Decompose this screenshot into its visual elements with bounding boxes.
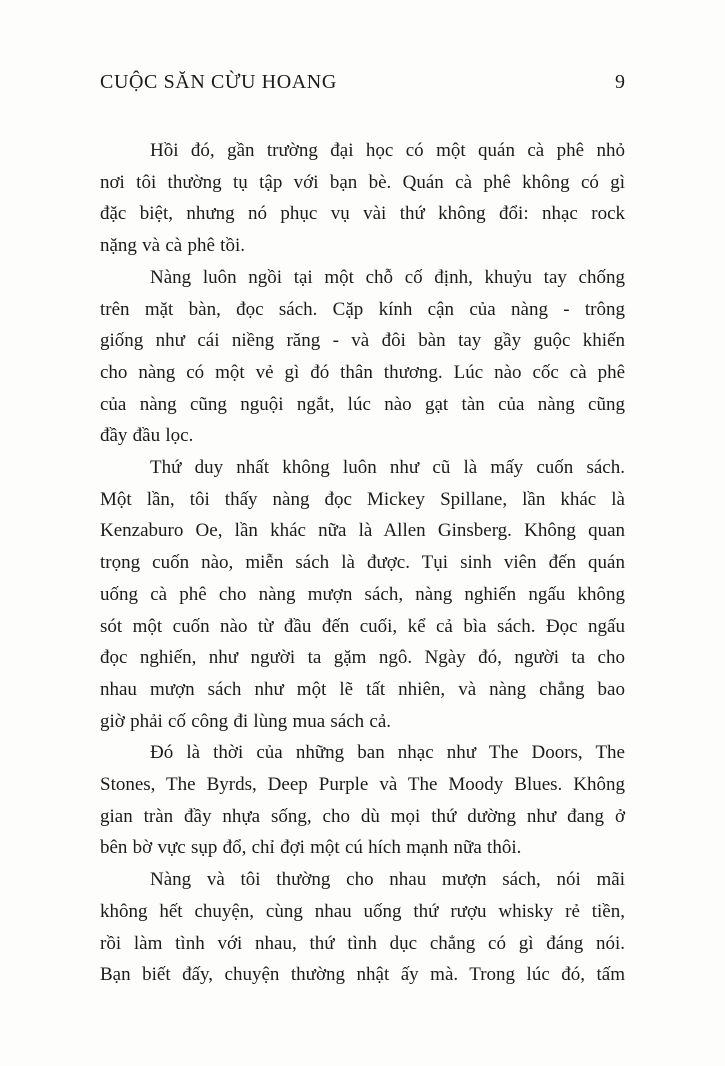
text-line: không hết chuyện, cùng nhau uống thứ rượu whisky rẻ tiền, xyxy=(100,900,625,922)
text-line: nặng và cà phê tồi. xyxy=(100,235,245,257)
text-line: giống như cái niềng răng - và đôi bàn tay gầy guộc khiến xyxy=(100,330,625,352)
text-line: gian tràn đầy nhựa sống, cho dù mọi thứ dường như đang ở xyxy=(100,805,625,827)
text-line: Bạn biết đấy, chuyện thường nhật ấy mà. Trong lúc đó, tấm xyxy=(100,964,625,986)
text-line: Stones, The Byrds, Deep Purple và The Moody Blues. Không xyxy=(100,774,625,796)
text-line: giờ phải cố công đi lùng mua sách cả. xyxy=(100,710,392,732)
text-line: trọng cuốn nào, miễn sách là được. Tụi sinh viên đến quán xyxy=(100,552,625,574)
text-line: Đó là thời của những ban nhạc như The Doors, The xyxy=(150,742,625,764)
page-number: 9 xyxy=(615,71,625,93)
text-line: sót một cuốn nào từ đầu đến cuối, kể cả bìa sách. Đọc ngấu xyxy=(100,615,625,637)
text-line: bên bờ vực sụp đổ, chỉ đợi một cú hích mạnh nữa thôi. xyxy=(100,837,522,859)
page-body xyxy=(100,135,625,991)
running-header xyxy=(100,70,625,94)
text-line: nơi tôi thường tụ tập với bạn bè. Quán cà phê không có gì xyxy=(100,171,625,193)
text-line: nhau mượn sách như một lẽ tất nhiên, và nàng chẳng bao xyxy=(100,678,625,700)
text-line: đầy đầu lọc. xyxy=(100,425,194,447)
text-line: Thứ duy nhất không luôn như cũ là mấy cuốn sách. xyxy=(150,457,625,479)
text-line: đặc biệt, nhưng nó phục vụ vài thứ không đổi: nhạc rock xyxy=(100,203,625,225)
text-line: uống cà phê cho nàng mượn sách, nàng nghiến ngấu không xyxy=(100,583,625,605)
text-line: của nàng cũng nguội ngắt, lúc nào gạt tàn của nàng cũng xyxy=(100,393,625,415)
text-line: rồi làm tình với nhau, thứ tình dục chẳng có gì đáng nói. xyxy=(100,932,625,954)
text-line: Một lần, tôi thấy nàng đọc Mickey Spillane, lần khác là xyxy=(100,488,625,510)
text-line: đọc nghiến, như người ta gặm ngô. Ngày đó, người ta cho xyxy=(100,647,625,669)
text-line: cho nàng có một vẻ gì đó thân thương. Lúc nào cốc cà phê xyxy=(100,361,625,383)
running-header-title: CUỘC SĂN CỪU HOANG xyxy=(100,71,337,93)
text-line: Nàng và tôi thường cho nhau mượn sách, nói mãi xyxy=(150,869,625,891)
text-line: trên mặt bàn, đọc sách. Cặp kính cận của nàng - trông xyxy=(100,298,625,320)
text-line: Kenzaburo Oe, lần khác nữa là Allen Ginsberg. Không quan xyxy=(100,520,625,542)
text-line: Hồi đó, gần trường đại học có một quán cà phê nhỏ xyxy=(150,140,625,161)
text-line: Nàng luôn ngồi tại một chỗ cố định, khuỷu tay chống xyxy=(150,266,625,288)
